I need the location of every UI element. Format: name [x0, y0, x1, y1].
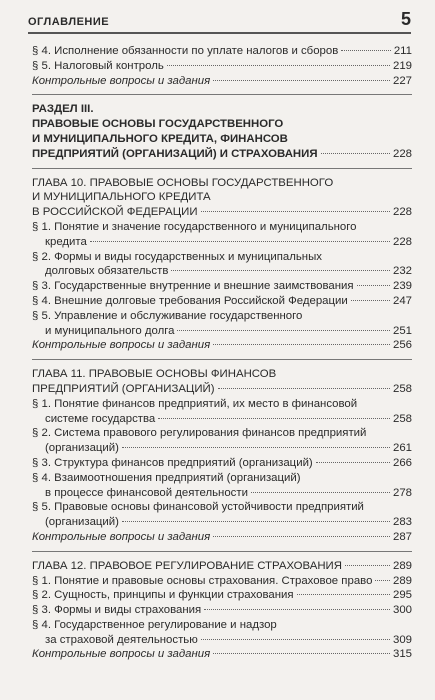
entry-text: § 1. Понятие и правовые основы страхования. Страховое право: [32, 574, 373, 587]
toc-entry: [32, 471, 412, 501]
entry-page-number: 211: [393, 45, 412, 57]
separator-line: [32, 551, 412, 552]
toc-entry: [32, 530, 412, 545]
toc-entry: [32, 338, 412, 353]
page-header: [28, 6, 411, 34]
entry-text: Контрольные вопросы и задания: [32, 74, 211, 87]
dot-leader: [321, 153, 390, 154]
toc-entry: [32, 500, 412, 530]
dot-leader: [177, 330, 390, 331]
toc-entry: [32, 44, 412, 59]
separator-line: [32, 359, 412, 360]
entry-text: § 2. Формы и виды государственных и муниципальных: [32, 250, 322, 263]
entry-text: § 2. Система правового регулирования финансов предприятий: [32, 427, 367, 440]
entry-text: § 5. Управление и обслуживание государственного: [32, 309, 303, 322]
separator-line: [32, 168, 412, 169]
entry-page-number: 300: [392, 604, 412, 617]
entry-text: Контрольные вопросы и задания: [32, 648, 211, 661]
page-number: 5: [400, 9, 411, 29]
entry-page-number: 219: [392, 59, 412, 72]
toc-entry: [32, 456, 412, 471]
dot-leader: [122, 447, 390, 448]
entry-text: И МУНИЦИПАЛЬНОГО КРЕДИТА: [32, 191, 211, 204]
entry-text: § 4. Взаимоотношения предприятий (организаций): [32, 471, 301, 484]
entry-text: § 4. Государственное регулирование и надзор: [32, 618, 277, 631]
entry-text: § 1. Понятие финансов предприятий, их место в финансовой: [32, 397, 358, 410]
entry-text: ГЛАВА 12. ПРАВОВОЕ РЕГУЛИРОВАНИЕ СТРАХОВАНИЯ: [32, 559, 342, 572]
dot-leader: [345, 565, 390, 566]
entry-page-number: 295: [392, 589, 412, 602]
chapter-heading: [32, 176, 412, 220]
entry-text: (организаций): [45, 442, 119, 455]
entry-page-number: 289: [392, 574, 412, 587]
entry-text: И МУНИЦИПАЛЬНОГО КРЕДИТА, ФИНАНСОВ: [32, 132, 288, 145]
entry-text: ПРАВОВЫЕ ОСНОВЫ ГОСУДАРСТВЕННОГО: [32, 118, 284, 131]
chapter-heading: [32, 367, 412, 397]
entry-text: В РОССИЙСКОЙ ФЕДЕРАЦИИ: [32, 206, 198, 219]
dot-leader: [204, 609, 390, 610]
dot-leader: [375, 580, 390, 581]
entry-page-number: 232: [392, 265, 412, 278]
entry-text: § 3. Государственные внутренние и внешние заимствования: [32, 280, 354, 293]
dot-leader: [251, 492, 390, 493]
dot-leader: [213, 536, 390, 537]
entry-page-number: 251: [392, 324, 412, 337]
entry-page-number: 228: [392, 147, 412, 160]
section-heading: [32, 102, 412, 161]
entry-page-number: 239: [392, 280, 412, 293]
entry-page-number: 247: [392, 294, 412, 307]
dot-leader: [213, 653, 390, 654]
entry-text: § 3. Структура финансов предприятий (организаций): [32, 456, 313, 469]
toc-entry: [32, 309, 412, 339]
separator-line: [32, 94, 412, 95]
toc-entry: [32, 294, 412, 309]
entry-text: § 4. Исполнение обязанности по уплате налогов и сборов: [32, 45, 339, 57]
chapter-heading: [32, 559, 412, 574]
entry-page-number: 309: [392, 633, 412, 646]
dot-leader: [213, 80, 390, 81]
dot-leader: [122, 521, 390, 522]
toc-entry: [32, 59, 412, 74]
entry-text: § 3. Формы и виды страхования: [32, 604, 202, 617]
entry-text: в процессе финансовой деятельности: [45, 486, 248, 499]
toc-entry: [32, 426, 412, 456]
entry-text: Контрольные вопросы и задания: [32, 530, 211, 543]
toc-entry: [32, 279, 412, 294]
toc-entry: [32, 250, 412, 280]
toc-entry: [32, 588, 412, 603]
dot-leader: [218, 388, 390, 389]
entry-page-number: 228: [392, 235, 412, 248]
dot-leader: [297, 594, 390, 595]
running-title: ОГЛАВЛЕНИЕ: [28, 16, 110, 28]
toc-entry: [32, 618, 412, 648]
entry-page-number: 227: [392, 74, 412, 87]
toc-entry: [32, 220, 412, 250]
entry-page-number: 289: [392, 559, 412, 572]
entry-text: ПРЕДПРИЯТИЙ (ОРГАНИЗАЦИЙ): [32, 382, 215, 395]
dot-leader: [171, 270, 390, 271]
entry-text: и муниципального долга: [45, 324, 175, 337]
toc-entry: [32, 574, 412, 589]
entry-page-number: 315: [392, 648, 412, 661]
entry-text: системе государства: [45, 412, 156, 425]
entry-page-number: 283: [392, 516, 412, 529]
entry-page-number: 228: [392, 206, 412, 219]
entry-page-number: 258: [392, 382, 412, 395]
entry-page-number: 278: [392, 486, 412, 499]
dot-leader: [213, 344, 390, 345]
entry-text: ГЛАВА 11. ПРАВОВЫЕ ОСНОВЫ ФИНАНСОВ: [32, 368, 277, 381]
entry-text: § 1. Понятие и значение государственного и муниципального: [32, 220, 357, 233]
table-of-contents: [32, 44, 412, 662]
toc-entry: [32, 397, 412, 427]
entry-text: § 2. Сущность, принципы и функции страхования: [32, 589, 294, 602]
entry-text: кредита: [45, 235, 87, 248]
entry-text: § 5. Налоговый контроль: [32, 59, 164, 72]
entry-text: § 5. Правовые основы финансовой устойчивости предприятий: [32, 501, 364, 514]
entry-text: ГЛАВА 10. ПРАВОВЫЕ ОСНОВЫ ГОСУДАРСТВЕННОГО: [32, 176, 334, 189]
dot-leader: [357, 285, 390, 286]
entry-text: (организаций): [45, 516, 119, 529]
entry-text: ПРЕДПРИЯТИЙ (ОРГАНИЗАЦИЙ) И СТРАХОВАНИЯ: [32, 147, 318, 160]
entry-text: РАЗДЕЛ III.: [32, 103, 94, 116]
dot-leader: [90, 241, 390, 242]
dot-leader: [201, 639, 390, 640]
entry-text: § 4. Внешние долговые требования Российской Федерации: [32, 294, 348, 307]
dot-leader: [167, 65, 390, 66]
dot-leader: [158, 418, 390, 419]
entry-page-number: 261: [392, 442, 412, 455]
dot-leader: [351, 300, 390, 301]
dot-leader: [341, 50, 391, 51]
entry-text: долговых обязательств: [45, 265, 169, 278]
entry-page-number: 258: [392, 412, 412, 425]
toc-entry: [32, 603, 412, 618]
toc-entry: [32, 74, 412, 89]
entry-page-number: 266: [392, 456, 412, 469]
entry-text: Контрольные вопросы и задания: [32, 339, 211, 352]
entry-page-number: 256: [392, 339, 412, 352]
dot-leader: [316, 462, 390, 463]
toc-entry: [32, 647, 412, 662]
entry-page-number: 287: [392, 530, 412, 543]
dot-leader: [201, 211, 390, 212]
entry-text: за страховой деятельностью: [45, 633, 198, 646]
